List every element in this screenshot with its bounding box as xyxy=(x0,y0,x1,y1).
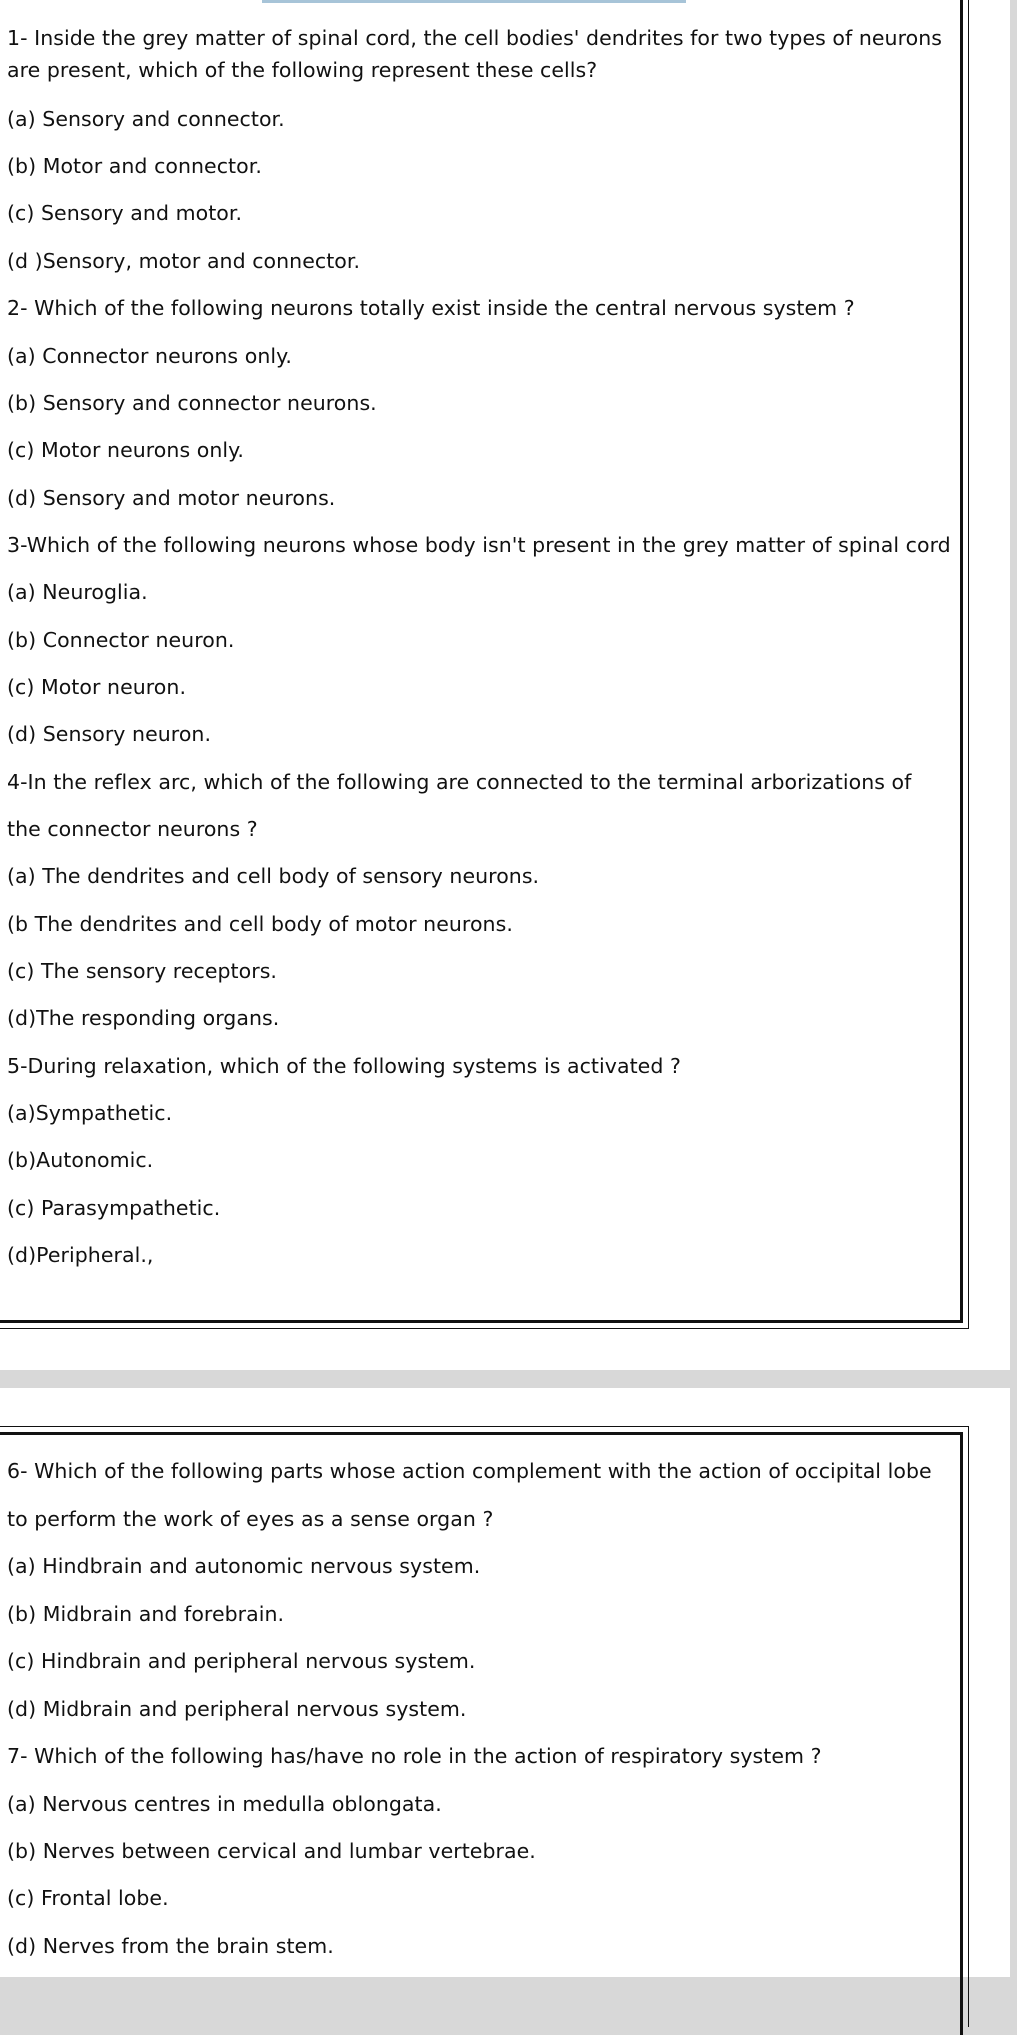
answer-option: (d) Sensory neuron. xyxy=(7,722,212,746)
answer-option: (d)The responding organs. xyxy=(7,1006,280,1030)
answer-option: (d) Sensory and motor neurons. xyxy=(7,486,336,510)
answer-option: (c) Motor neuron. xyxy=(7,675,187,699)
answer-option: (a) Connector neurons only. xyxy=(7,344,292,368)
page-2 xyxy=(0,1388,1010,1977)
answer-option: (b) Motor and connector. xyxy=(7,154,262,178)
answer-option: (a) Sensory and connector. xyxy=(7,107,285,131)
answer-option: (b) Nerves between cervical and lumbar vertebrae. xyxy=(7,1839,536,1863)
answer-option: (b The dendrites and cell body of motor neurons. xyxy=(7,912,513,936)
answer-option: (a) Hindbrain and autonomic nervous system. xyxy=(7,1554,481,1578)
question-text: to perform the work of eyes as a sense organ ? xyxy=(7,1507,494,1531)
answer-option: (a) Neuroglia. xyxy=(7,580,148,604)
answer-option: (b) Connector neuron. xyxy=(7,628,235,652)
question-text: 1- Inside the grey matter of spinal cord, the cell bodies' dendrites for two types of neurons xyxy=(7,26,942,50)
answer-option: (b) Midbrain and forebrain. xyxy=(7,1602,285,1626)
answer-option: (a)Sympathetic. xyxy=(7,1101,173,1125)
question-text: 2- Which of the following neurons totally exist inside the central nervous system ? xyxy=(7,296,855,320)
answer-option: (d)Peripheral., xyxy=(7,1243,154,1267)
answer-option: (c) Motor neurons only. xyxy=(7,438,244,462)
answer-option: (a) Nervous centres in medulla oblongata. xyxy=(7,1792,442,1816)
answer-option: (c) Frontal lobe. xyxy=(7,1886,169,1910)
answer-option: (c) Parasympathetic. xyxy=(7,1196,221,1220)
answer-option: (b)Autonomic. xyxy=(7,1148,154,1172)
answer-option: (d) Nerves from the brain stem. xyxy=(7,1934,334,1958)
answer-option: (d )Sensory, motor and connector. xyxy=(7,249,361,273)
answer-option: (d) Midbrain and peripheral nervous system. xyxy=(7,1697,467,1721)
question-text: 3-Which of the following neurons whose body isn't present in the grey matter of spinal cord xyxy=(7,533,951,557)
answer-option: (b) Sensory and connector neurons. xyxy=(7,391,377,415)
answer-option: (c) Hindbrain and peripheral nervous system. xyxy=(7,1649,476,1673)
question-text: the connector neurons ? xyxy=(7,817,258,841)
answer-option: (c) Sensory and motor. xyxy=(7,201,243,225)
question-text: 5-During relaxation, which of the following systems is activated ? xyxy=(7,1054,681,1078)
answer-option: (a) The dendrites and cell body of sensory neurons. xyxy=(7,864,540,888)
question-text: 4-In the reflex arc, which of the following are connected to the terminal arborizations of xyxy=(7,770,912,794)
question-text: are present, which of the following represent these cells? xyxy=(7,58,598,82)
question-text: 7- Which of the following has/have no role in the action of respiratory system ? xyxy=(7,1744,822,1768)
question-text: 6- Which of the following parts whose action complement with the action of occipital lobe xyxy=(7,1459,932,1483)
answer-option: (c) The sensory receptors. xyxy=(7,959,278,983)
